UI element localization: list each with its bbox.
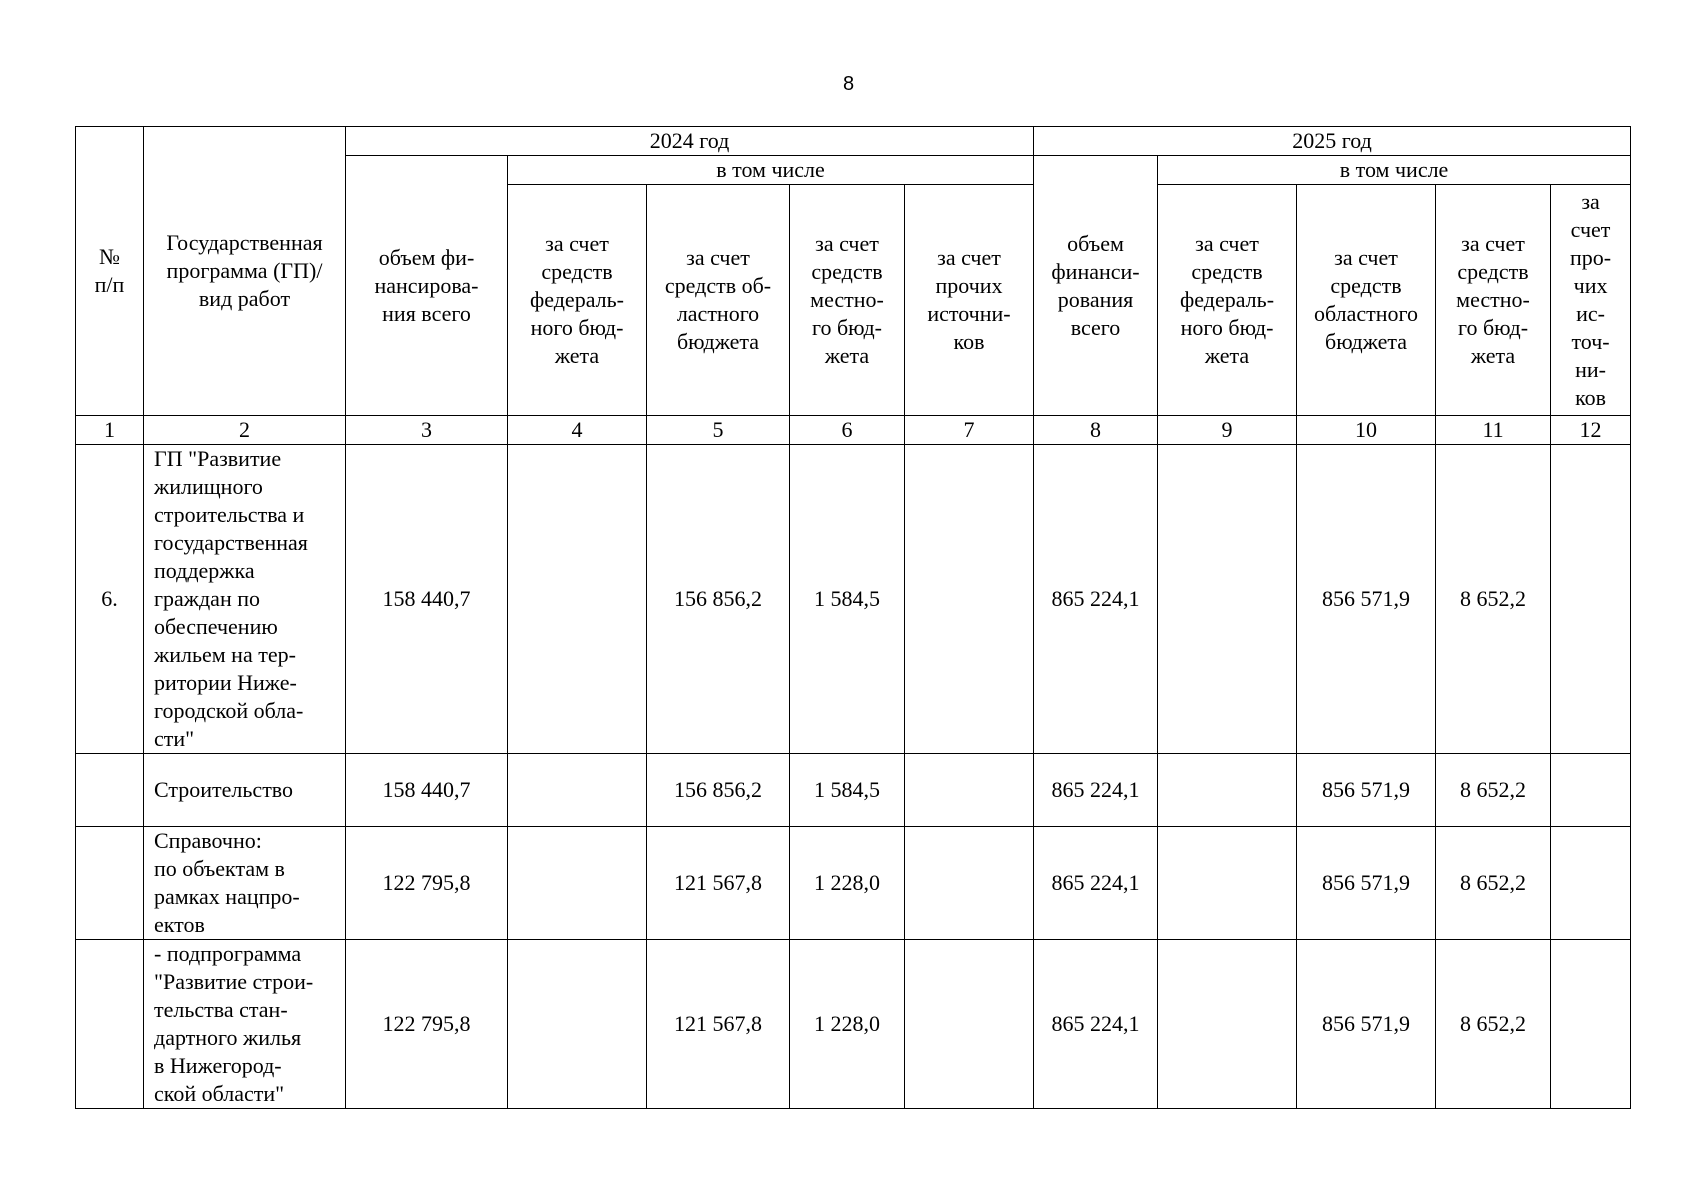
header-local-2024: за счет средств местно- го бюд- жета: [790, 185, 905, 416]
cell-other-2024: [905, 445, 1034, 754]
row-number: [76, 754, 144, 827]
cell-total-2024: 122 795,8: [346, 940, 508, 1109]
cell-local-2024: 1 228,0: [790, 827, 905, 940]
column-number-row: [76, 416, 1631, 445]
cell-local-2024: 1 584,5: [790, 445, 905, 754]
cell-local-2025: 8 652,2: [1436, 827, 1551, 940]
cell-total-2025: 865 224,1: [1034, 754, 1158, 827]
table-row-subprogram: [76, 940, 1631, 1109]
header-program: Государственная программа (ГП)/ вид работ: [144, 127, 346, 416]
table-row-program: [76, 445, 1631, 754]
cell-regional-2024: 121 567,8: [647, 827, 790, 940]
budget-table: [75, 126, 1631, 1109]
cell-federal-2025: [1158, 940, 1297, 1109]
cell-total-2024: 158 440,7: [346, 445, 508, 754]
column-number: 1: [76, 416, 144, 445]
cell-other-2024: [905, 940, 1034, 1109]
cell-regional-2025: 856 571,9: [1297, 754, 1436, 827]
header-row-years: [76, 127, 1631, 156]
cell-total-2025: 865 224,1: [1034, 445, 1158, 754]
header-local-2025: за счет средств местно- го бюд- жета: [1436, 185, 1551, 416]
cell-other-2025: [1551, 827, 1631, 940]
cell-local-2025: 8 652,2: [1436, 445, 1551, 754]
row-name: ГП "Развитие жилищного строительства и государственная поддержка граждан по обеспечению жильем на тер- ритории Ниже- городской обла- сти": [144, 445, 346, 754]
header-federal-2024: за счет средств федераль- ного бюд- жета: [508, 185, 647, 416]
header-year-2025: 2025 год: [1034, 127, 1631, 156]
column-number: 10: [1297, 416, 1436, 445]
column-number: 3: [346, 416, 508, 445]
column-number: 4: [508, 416, 647, 445]
page-number: 8: [842, 73, 855, 95]
header-year-2024: 2024 год: [346, 127, 1034, 156]
row-number: 6.: [76, 445, 144, 754]
row-number: [76, 940, 144, 1109]
cell-total-2025: 865 224,1: [1034, 940, 1158, 1109]
cell-federal-2024: [508, 827, 647, 940]
column-number: 9: [1158, 416, 1297, 445]
cell-other-2025: [1551, 940, 1631, 1109]
table-row-construction: [76, 754, 1631, 827]
column-number: 5: [647, 416, 790, 445]
cell-total-2024: 122 795,8: [346, 827, 508, 940]
column-number: 12: [1551, 416, 1631, 445]
cell-total-2025: 865 224,1: [1034, 827, 1158, 940]
column-number: 6: [790, 416, 905, 445]
cell-regional-2024: 156 856,2: [647, 445, 790, 754]
header-including-2024: в том числе: [508, 156, 1034, 185]
cell-federal-2024: [508, 754, 647, 827]
column-number: 11: [1436, 416, 1551, 445]
table-row-reference: [76, 827, 1631, 940]
header-regional-2024: за счет средств об- ластного бюджета: [647, 185, 790, 416]
cell-local-2025: 8 652,2: [1436, 754, 1551, 827]
cell-other-2025: [1551, 445, 1631, 754]
cell-local-2024: 1 228,0: [790, 940, 905, 1109]
header-other-2025: за счет про- чих ис- точ- ни- ков: [1551, 185, 1631, 416]
header-no: № п/п: [76, 127, 144, 416]
cell-local-2025: 8 652,2: [1436, 940, 1551, 1109]
cell-federal-2025: [1158, 445, 1297, 754]
header-total-2024: объем фи- нансирова- ния всего: [346, 156, 508, 416]
cell-federal-2024: [508, 445, 647, 754]
row-name: Справочно: по объектам в рамках нацпро- ектов: [144, 827, 346, 940]
header-total-2025: объем финанси- рования всего: [1034, 156, 1158, 416]
column-number: 8: [1034, 416, 1158, 445]
cell-federal-2025: [1158, 754, 1297, 827]
cell-federal-2024: [508, 940, 647, 1109]
row-name: Строительство: [144, 754, 346, 827]
cell-other-2024: [905, 754, 1034, 827]
row-number: [76, 827, 144, 940]
cell-regional-2025: 856 571,9: [1297, 940, 1436, 1109]
cell-local-2024: 1 584,5: [790, 754, 905, 827]
column-number: 2: [144, 416, 346, 445]
cell-federal-2025: [1158, 827, 1297, 940]
cell-regional-2025: 856 571,9: [1297, 827, 1436, 940]
header-including-2025: в том числе: [1158, 156, 1631, 185]
cell-regional-2024: 121 567,8: [647, 940, 790, 1109]
header-federal-2025: за счет средств федераль- ного бюд- жета: [1158, 185, 1297, 416]
cell-total-2024: 158 440,7: [346, 754, 508, 827]
row-name: - подпрограмма "Развитие строи- тельства стан- дартного жилья в Нижегород- ской области": [144, 940, 346, 1109]
cell-other-2024: [905, 827, 1034, 940]
cell-regional-2024: 156 856,2: [647, 754, 790, 827]
header-other-2024: за счет прочих источни- ков: [905, 185, 1034, 416]
column-number: 7: [905, 416, 1034, 445]
cell-regional-2025: 856 571,9: [1297, 445, 1436, 754]
cell-other-2025: [1551, 754, 1631, 827]
header-regional-2025: за счет средств областного бюджета: [1297, 185, 1436, 416]
